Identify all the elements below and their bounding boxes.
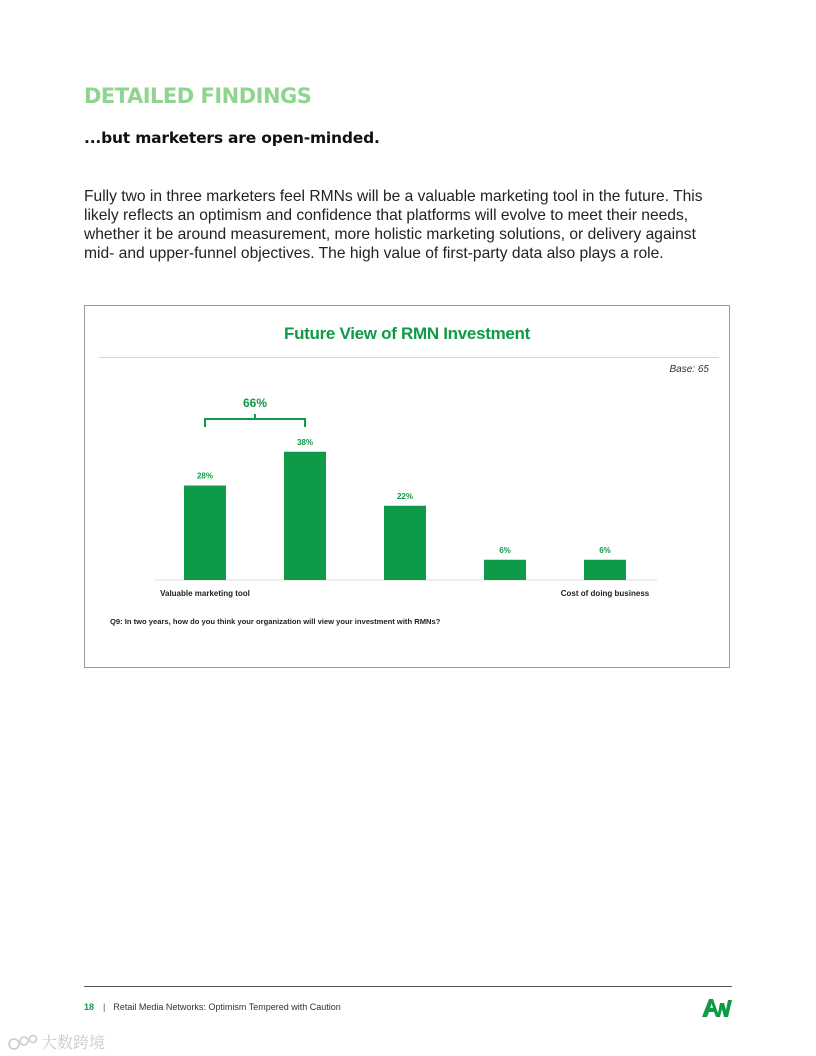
category-label: Valuable marketing tool (160, 589, 250, 598)
bar (584, 560, 626, 580)
category-label: Cost of doing business (560, 589, 650, 598)
survey-question: Q9: In two years, how do you think your organization will view your investment with RMNs? (110, 617, 441, 626)
ana-logo (701, 997, 733, 1019)
footer-title: Retail Media Networks: Optimism Tempered with Caution (113, 1002, 341, 1012)
section-title: DETAILED FINDINGS (84, 84, 312, 108)
bar-value-label: 6% (499, 545, 511, 555)
bar-chart (85, 306, 731, 669)
watermark (8, 1030, 105, 1053)
base-note: Base: 65 (669, 364, 709, 375)
bar (484, 560, 526, 580)
bar-value-label: 38% (296, 437, 314, 447)
footer-divider (84, 986, 732, 987)
watermark-glyph-icon (8, 1032, 38, 1052)
body-line: whether it be around measurement, more holistic marketing solutions, or delivery against (84, 226, 696, 243)
body-line: mid- and upper-funnel objectives. The high value of first-party data also plays a role. (84, 245, 664, 262)
bracket (205, 414, 305, 427)
watermark-text: 大数跨境 (41, 1035, 106, 1052)
chart-panel (84, 305, 730, 668)
subtitle: ...but marketers are open-minded. (84, 129, 380, 147)
bar-value-label: 6% (599, 545, 611, 555)
chart-title: Future View of RMN Investment (283, 324, 531, 343)
footer-separator: | (103, 1002, 106, 1012)
body-line: likely reflects an optimism and confidence that platforms will evolve to meet their needs, (84, 207, 689, 224)
bar (184, 486, 226, 581)
bar (384, 506, 426, 580)
bracket-label: 66% (242, 396, 268, 410)
body-paragraph (84, 187, 724, 263)
bar-value-label: 28% (196, 471, 214, 481)
page-number: 18 (84, 1002, 95, 1012)
footer (84, 1002, 341, 1012)
bar (284, 452, 326, 580)
body-line: Fully two in three marketers feel RMNs will be a valuable marketing tool in the future. This (84, 188, 703, 205)
bar-value-label: 22% (396, 491, 414, 501)
